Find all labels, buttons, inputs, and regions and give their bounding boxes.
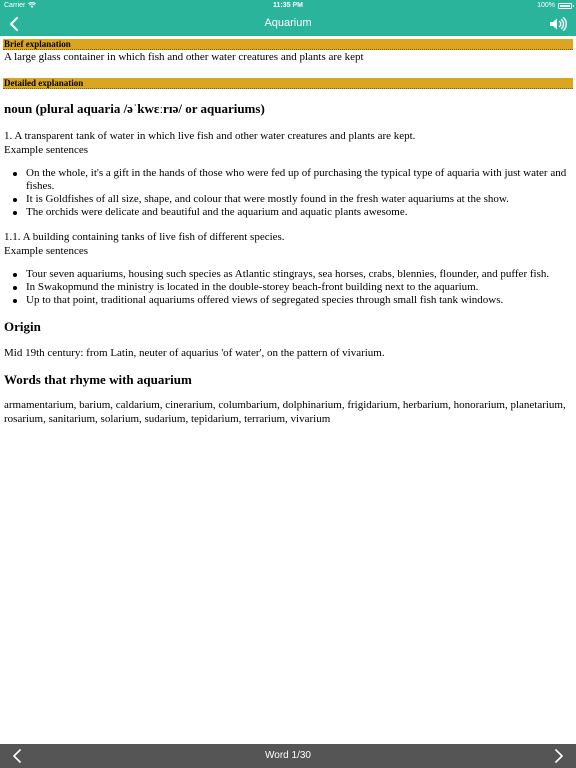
example-list: [0, 167, 576, 219]
chevron-right-icon: [554, 749, 564, 763]
word-counter: Word 1/30: [265, 750, 311, 761]
example-item: Up to that point, traditional aquariums offered views of segregated species through small fish tank windows.: [26, 294, 576, 307]
rhymes-text: armamentarium, barium, caldarium, cinerarium, columbarium, dolphinarium, frigidarium, herbarium, honorarium, planetarium, rosarium, sanitarium, solarium, sudarium, tepidarium, terrarium, vivarium: [4, 399, 566, 425]
bottom-bar: [0, 744, 576, 768]
page-title: Aquarium: [264, 17, 312, 29]
status-bar: [0, 0, 576, 12]
battery-icon: [558, 3, 572, 9]
battery-indicator: [537, 2, 572, 9]
example-item: The orchids were delicate and beautiful and the aquarium and aquatic plants awesome.: [26, 206, 576, 219]
example-item: In Swakopmund the ministry is located in the double-storey beach-front building next to the aquarium.: [26, 281, 576, 294]
part-of-speech-heading: noun (plural aquaria /əˈkwɛːrɪə/ or aquariums): [4, 101, 265, 116]
sense-definition: 1.1. A building containing tanks of live fish of different species.: [4, 231, 285, 243]
example-item: Tour seven aquariums, housing such species as Atlantic stingrays, sea horses, crabs, blennies, flounder, and puffer fish.: [26, 268, 576, 281]
examples-label: Example sentences: [4, 245, 88, 257]
detailed-explanation-header: Detailed explanation: [3, 78, 573, 89]
origin-title: Origin: [4, 319, 41, 334]
brief-explanation-text: A large glass container in which fish and other water creatures and plants are kept: [4, 51, 364, 63]
examples-label: Example sentences: [4, 144, 88, 156]
status-time: 11:35 PM: [273, 2, 303, 9]
carrier-text: Carrier: [4, 2, 26, 9]
example-item: It is Goldfishes of all size, shape, and colour that were mostly found in the fresh water aquariums at the show.: [26, 193, 576, 206]
nav-bar: [0, 12, 576, 36]
speaker-icon: [549, 17, 567, 31]
example-item: On the whole, it's a gift in the hands of those who were fed up of purchasing the typical type of aquaria with just water and fishes.: [26, 167, 576, 193]
brief-explanation-header: Brief explanation: [3, 39, 573, 50]
battery-percent: 100%: [537, 2, 555, 9]
speaker-button[interactable]: [548, 15, 568, 33]
example-list: [0, 268, 576, 307]
sense-definition: 1. A transparent tank of water in which live fish and other water creatures and plants are kept.: [4, 130, 416, 142]
origin-text: Mid 19th century: from Latin, neuter of aquarius 'of water', on the pattern of vivarium.: [4, 347, 385, 359]
next-word-button[interactable]: [550, 747, 568, 765]
rhymes-title: Words that rhyme with aquarium: [4, 372, 192, 387]
content-area[interactable]: [0, 36, 576, 426]
